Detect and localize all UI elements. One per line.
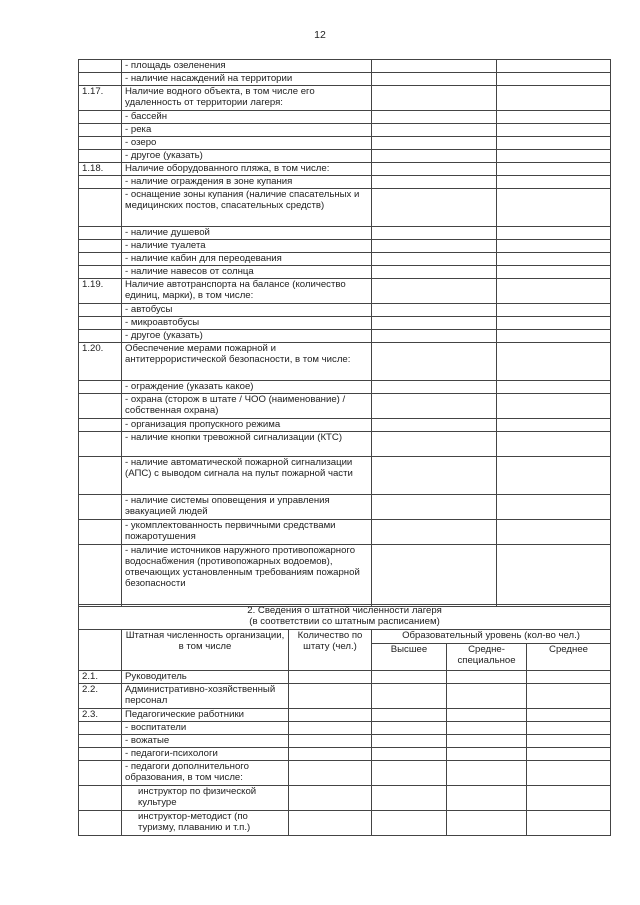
value-cell	[497, 304, 611, 317]
value-cell	[447, 722, 527, 735]
row-number	[79, 520, 122, 545]
row-text: - наличие автоматической пожарной сигнализации (АПС) с выводом сигнала на пульт пожарной части	[122, 457, 372, 495]
row-number	[79, 748, 122, 761]
row-text: - оснащение зоны купания (наличие спасательных и медицинских постов, спасательных средств)	[122, 189, 372, 227]
value-cell	[497, 343, 611, 381]
value-cell	[447, 709, 527, 722]
value-cell	[372, 811, 447, 836]
value-cell	[372, 304, 497, 317]
row-number	[79, 432, 122, 457]
row-number	[79, 227, 122, 240]
row-text: - микроавтобусы	[122, 317, 372, 330]
value-cell	[372, 253, 497, 266]
value-cell	[289, 709, 372, 722]
value-cell	[497, 545, 611, 607]
row-text: - наличие кабин для переодевания	[122, 253, 372, 266]
value-cell	[289, 786, 372, 811]
row-number	[79, 735, 122, 748]
section2-subtitle: (в соответствии со штатным расписанием)	[249, 616, 440, 627]
row-text: Наличие оборудованного пляжа, в том числе:	[122, 163, 372, 176]
row-text: - другое (указать)	[122, 150, 372, 163]
header-higher: Высшее	[372, 644, 447, 671]
value-cell	[372, 381, 497, 394]
row-text: - наличие туалета	[122, 240, 372, 253]
table-row	[79, 266, 611, 279]
value-cell	[447, 811, 527, 836]
value-cell	[527, 786, 611, 811]
row-text: Обеспечение мерами пожарной и антитеррористической безопасности, в том числе:	[122, 343, 372, 381]
value-cell	[372, 722, 447, 735]
table-row	[79, 124, 611, 137]
staff-table	[78, 604, 611, 836]
table-row	[79, 545, 611, 607]
value-cell	[497, 317, 611, 330]
value-cell	[289, 684, 372, 709]
row-number	[79, 124, 122, 137]
facilities-table	[78, 59, 611, 607]
value-cell	[289, 722, 372, 735]
table-row	[79, 761, 611, 786]
value-cell	[289, 671, 372, 684]
value-cell	[372, 761, 447, 786]
table-row	[79, 189, 611, 227]
row-number: 1.20.	[79, 343, 122, 381]
row-text: - площадь озеленения	[122, 60, 372, 73]
value-cell	[497, 163, 611, 176]
value-cell	[497, 189, 611, 227]
row-number	[79, 545, 122, 607]
header-edu-level: Образовательный уровень (кол-во чел.)	[372, 630, 611, 644]
row-number	[79, 253, 122, 266]
value-cell	[497, 394, 611, 419]
value-cell	[372, 240, 497, 253]
value-cell	[372, 137, 497, 150]
value-cell	[497, 432, 611, 457]
row-text: инструктор по физической культуре	[122, 786, 289, 811]
table-row	[79, 343, 611, 381]
table-row	[79, 240, 611, 253]
value-cell	[497, 86, 611, 111]
table-row	[79, 786, 611, 811]
row-text: - педагоги дополнительного образования, в том числе:	[122, 761, 289, 786]
value-cell	[497, 279, 611, 304]
header-secondary: Среднее	[527, 644, 611, 671]
value-cell	[527, 761, 611, 786]
value-cell	[527, 722, 611, 735]
row-number	[79, 60, 122, 73]
value-cell	[497, 137, 611, 150]
value-cell	[372, 748, 447, 761]
row-number	[79, 330, 122, 343]
table-row	[79, 73, 611, 86]
table-row	[79, 419, 611, 432]
table-row	[79, 60, 611, 73]
row-number	[79, 176, 122, 189]
row-number	[79, 722, 122, 735]
row-number	[79, 317, 122, 330]
value-cell	[372, 709, 447, 722]
row-number	[79, 495, 122, 520]
table-row	[79, 709, 611, 722]
table-row	[79, 495, 611, 520]
value-cell	[447, 748, 527, 761]
value-cell	[497, 124, 611, 137]
row-number: 1.18.	[79, 163, 122, 176]
row-text: - озеро	[122, 137, 372, 150]
row-number: 1.19.	[79, 279, 122, 304]
table-row	[79, 330, 611, 343]
row-text: - укомплектованность первичными средствами пожаротушения	[122, 520, 372, 545]
value-cell	[372, 60, 497, 73]
value-cell	[372, 735, 447, 748]
row-number	[79, 240, 122, 253]
value-cell	[497, 227, 611, 240]
row-text: - наличие насаждений на территории	[122, 73, 372, 86]
row-text: Педагогические работники	[122, 709, 289, 722]
value-cell	[497, 266, 611, 279]
table-row	[79, 520, 611, 545]
row-text: инструктор-методист (по туризму, плаванию и т.п.)	[122, 811, 289, 836]
table-row	[79, 163, 611, 176]
row-text: - другое (указать)	[122, 330, 372, 343]
value-cell	[497, 419, 611, 432]
row-text: - бассейн	[122, 111, 372, 124]
row-text: Наличие водного объекта, в том числе его удаленность от территории лагеря:	[122, 86, 372, 111]
table-row	[79, 111, 611, 124]
row-number	[79, 811, 122, 836]
row-text: - наличие ограждения в зоне купания	[122, 176, 372, 189]
value-cell	[497, 240, 611, 253]
value-cell	[497, 111, 611, 124]
header-count: Количество по штату (чел.)	[289, 630, 372, 671]
value-cell	[447, 761, 527, 786]
row-text: - вожатые	[122, 735, 289, 748]
row-number: 1.17.	[79, 86, 122, 111]
value-cell	[372, 545, 497, 607]
value-cell	[372, 111, 497, 124]
value-cell	[497, 73, 611, 86]
row-text: - наличие душевой	[122, 227, 372, 240]
row-number	[79, 419, 122, 432]
value-cell	[372, 266, 497, 279]
section2-title: 2. Сведения о штатной численности лагеря	[247, 605, 442, 616]
value-cell	[372, 279, 497, 304]
value-cell	[372, 495, 497, 520]
row-text: - организация пропускного режима	[122, 419, 372, 432]
value-cell	[372, 330, 497, 343]
row-text: - наличие кнопки тревожной сигнализации (КТС)	[122, 432, 372, 457]
table-row	[79, 227, 611, 240]
row-number: 2.1.	[79, 671, 122, 684]
value-cell	[497, 176, 611, 189]
value-cell	[527, 671, 611, 684]
value-cell	[447, 684, 527, 709]
value-cell	[372, 86, 497, 111]
value-cell	[372, 786, 447, 811]
table-row	[79, 684, 611, 709]
value-cell	[527, 709, 611, 722]
row-number	[79, 73, 122, 86]
row-number	[79, 150, 122, 163]
value-cell	[497, 381, 611, 394]
value-cell	[372, 227, 497, 240]
row-number	[79, 304, 122, 317]
value-cell	[497, 330, 611, 343]
value-cell	[372, 189, 497, 227]
value-cell	[372, 73, 497, 86]
table-row	[79, 317, 611, 330]
row-text: - река	[122, 124, 372, 137]
row-text: - воспитатели	[122, 722, 289, 735]
value-cell	[447, 735, 527, 748]
row-number: 2.3.	[79, 709, 122, 722]
table-row	[79, 381, 611, 394]
value-cell	[372, 419, 497, 432]
value-cell	[289, 761, 372, 786]
value-cell	[372, 671, 447, 684]
value-cell	[372, 176, 497, 189]
table-row	[79, 432, 611, 457]
table-row	[79, 735, 611, 748]
value-cell	[527, 811, 611, 836]
value-cell	[497, 253, 611, 266]
value-cell	[372, 432, 497, 457]
value-cell	[289, 811, 372, 836]
row-number	[79, 137, 122, 150]
row-text: Руководитель	[122, 671, 289, 684]
value-cell	[497, 60, 611, 73]
value-cell	[289, 748, 372, 761]
row-number: 2.2.	[79, 684, 122, 709]
value-cell	[497, 495, 611, 520]
table-row	[79, 150, 611, 163]
value-cell	[289, 735, 372, 748]
value-cell	[372, 684, 447, 709]
row-number	[79, 266, 122, 279]
value-cell	[447, 786, 527, 811]
row-text: - наличие навесов от солнца	[122, 266, 372, 279]
row-number	[79, 111, 122, 124]
row-number	[79, 189, 122, 227]
table-row	[79, 394, 611, 419]
row-text: - педагоги-психологи	[122, 748, 289, 761]
row-text: - автобусы	[122, 304, 372, 317]
value-cell	[372, 163, 497, 176]
header-staff: Штатная численность организации, в том числе	[122, 630, 289, 671]
table-row	[79, 279, 611, 304]
value-cell	[527, 735, 611, 748]
page-number: 12	[314, 29, 326, 41]
table-row	[79, 457, 611, 495]
value-cell	[527, 684, 611, 709]
table-row	[79, 86, 611, 111]
table-row	[79, 811, 611, 836]
value-cell	[527, 748, 611, 761]
row-number	[79, 761, 122, 786]
value-cell	[497, 150, 611, 163]
table-row	[79, 137, 611, 150]
row-number	[79, 786, 122, 811]
value-cell	[497, 520, 611, 545]
row-text: - наличие системы оповещения и управления эвакуацией людей	[122, 495, 372, 520]
table-row	[79, 722, 611, 735]
row-number	[79, 457, 122, 495]
header-special: Средне-специальное	[447, 644, 527, 671]
row-text: Административно-хозяйственный персонал	[122, 684, 289, 709]
row-text: Наличие автотранспорта на балансе (количество единиц, марки), в том числе:	[122, 279, 372, 304]
table-row	[79, 671, 611, 684]
value-cell	[372, 343, 497, 381]
value-cell	[372, 457, 497, 495]
row-number	[79, 381, 122, 394]
table-row	[79, 176, 611, 189]
table-row	[79, 304, 611, 317]
value-cell	[372, 394, 497, 419]
value-cell	[447, 671, 527, 684]
row-text: - наличие источников наружного противопожарного водоснабжения (противопожарных водоемов), отвечающих установленным требованиям пожарной безопасности	[122, 545, 372, 607]
row-text: - охрана (сторож в штате / ЧОО (наименование) / собственная охрана)	[122, 394, 372, 419]
table-row	[79, 253, 611, 266]
value-cell	[372, 520, 497, 545]
value-cell	[372, 317, 497, 330]
value-cell	[497, 457, 611, 495]
value-cell	[372, 150, 497, 163]
row-text: - ограждение (указать какое)	[122, 381, 372, 394]
table-row	[79, 748, 611, 761]
row-number	[79, 394, 122, 419]
value-cell	[372, 124, 497, 137]
